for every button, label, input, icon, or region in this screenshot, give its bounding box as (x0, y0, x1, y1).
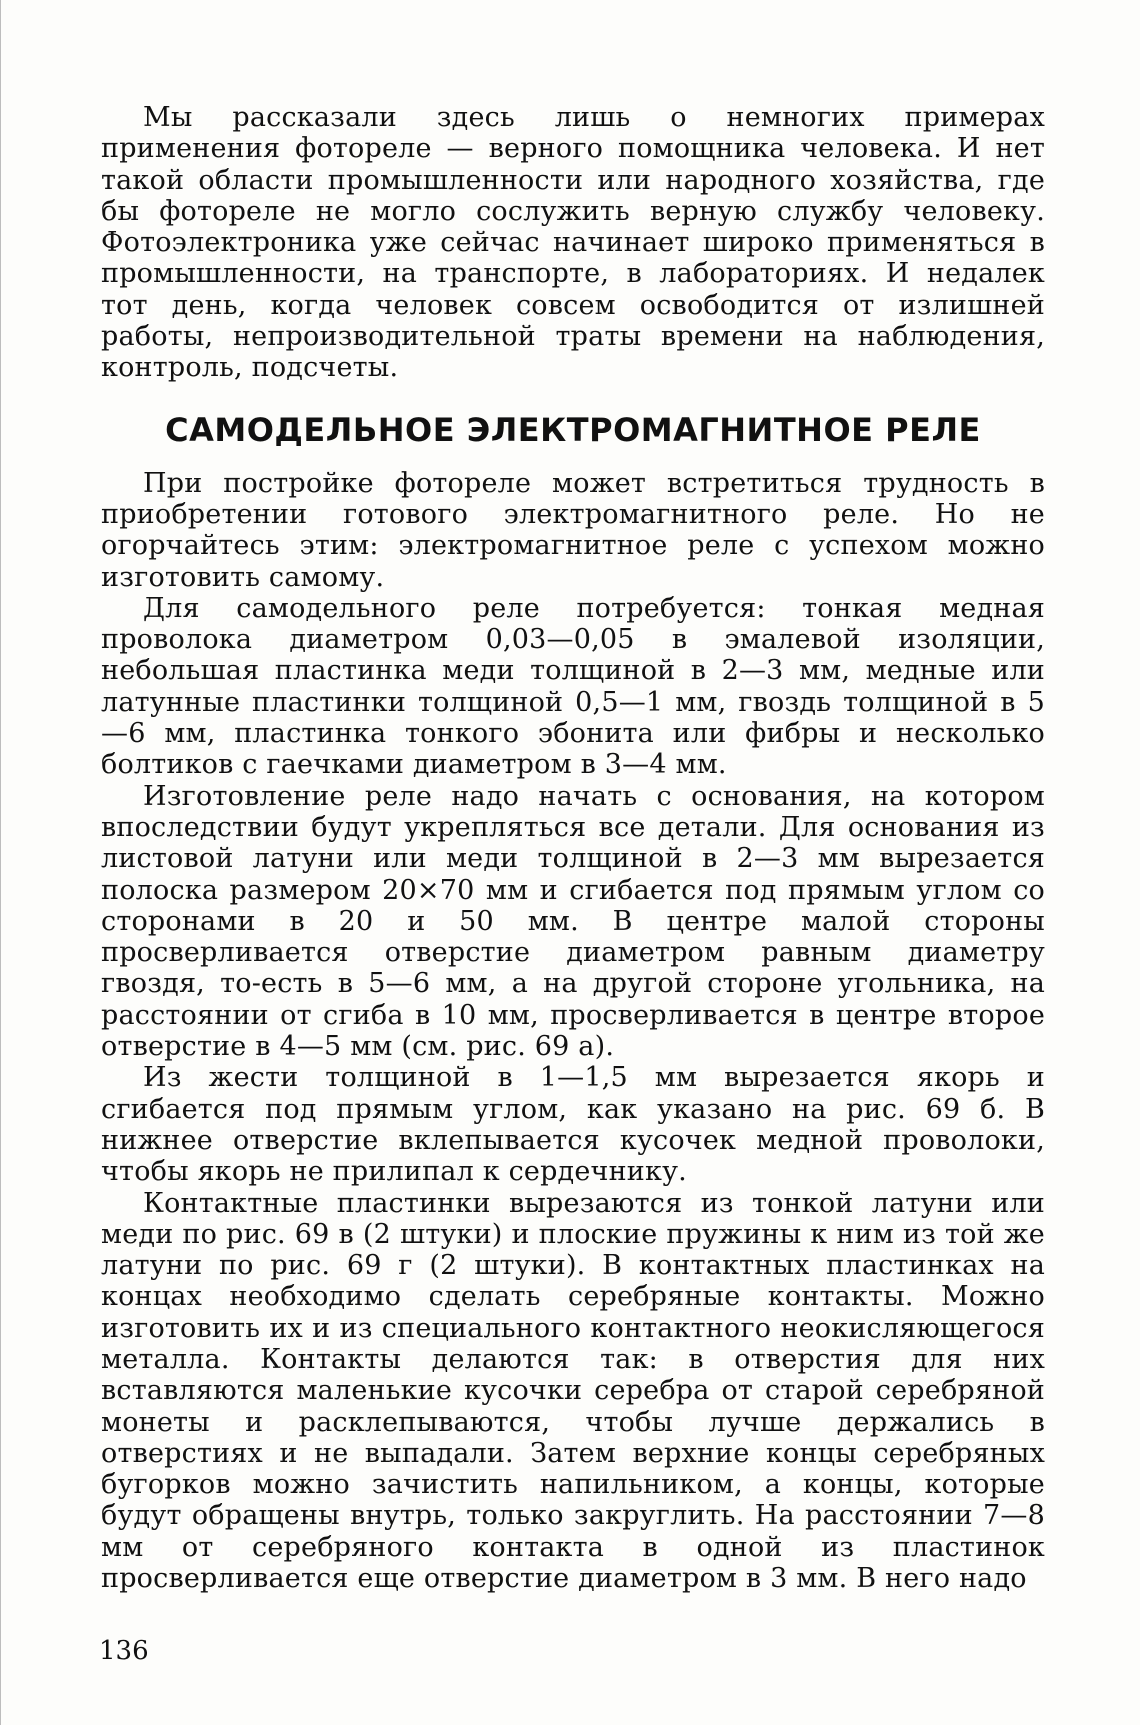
paragraph-armature: Из жести толщиной в 1—1,5 мм вырезается якорь и сгибается под прямым углом, как указано на рис. 69 б. В нижнее отверстие вклепывается кусочек медной проволоки, чтобы якорь не прилипал к сердечнику. (101, 1062, 1045, 1188)
paragraph-intro: Мы рассказали здесь лишь о немногих примерах применения фотореле — верного помощника человека. И нет такой области промышленности или народного хозяйства, где бы фотореле не могло сослужить верную службу человеку. Фотоэлектроника уже сейчас начинает широко применяться в промышленности, на транспорте, в лабораториях. И недалек тот день, когда человек совсем освободится от излишней работы, непроизводительной траты времени на наблюдения, контроль, подсчеты. (101, 102, 1045, 384)
section-heading: САМОДЕЛЬНОЕ ЭЛЕКТРОМАГНИТНОЕ РЕЛЕ (165, 410, 981, 449)
paragraph-contacts: Контактные пластинки вырезаются из тонкой латуни или меди по рис. 69 в (2 штуки) и плоские пружины к ним из той же латуни по рис. 69 г (2 штуки). В контактных пластинках на концах необходимо сделать серебряные контакты. Можно изготовить их и из специального контактного неокисляющегося металла. Контакты делаются так: в отверстия для них вставляются маленькие кусочки серебра от старой серебряной монеты и расклепываются, чтобы лучше держались в отверстиях и не выпадали. Затем верхние концы серебряных бугорков можно зачистить напильником, а концы, которые будут обращены внутрь, только закруглить. На расстоянии 7—8 мм от серебряного контакта в одной из пластинок просверливается еще отверстие диаметром в 3 мм. В него надо (101, 1187, 1045, 1595)
paragraph-base: Изготовление реле надо начать с основания, на котором впоследствии будут укрепляться все детали. Для основания из листовой латуни или меди толщиной в 2—3 мм вырезается полоска размером 20×70 мм и сгибается под прямым углом со сторонами в 20 и 50 мм. В центре малой стороны просверливается отверстие диаметром равным диаметру гвоздя, то-есть в 5—6 мм, а на другой стороне угольника, на расстоянии от сгиба в 10 мм, просверливается в центре второе отверстие в 4—5 мм (см. рис. 69 а). (101, 780, 1045, 1063)
page-number: 136 (99, 1636, 149, 1666)
page-text (101, 102, 1045, 1594)
paragraph-materials: Для самодельного реле потребуется: тонкая медная проволока диаметром 0,03—0,05 в эмалевой изоляции, небольшая пластинка меди толщиной в 2—3 мм, медные или латунные пластинки толщиной 0,5—1 мм, гвоздь толщиной в 5—6 мм, пластинка тонкого эбонита или фибры и несколько болтиков с гаечками диаметром в 3—4 мм. (101, 592, 1045, 781)
paragraph-difficulty: При постройке фотореле может встретиться трудность в приобретении готового электромагнитного реле. Но не огорчайтесь этим: электромагнитное реле с успехом можно изготовить самому. (101, 467, 1045, 593)
